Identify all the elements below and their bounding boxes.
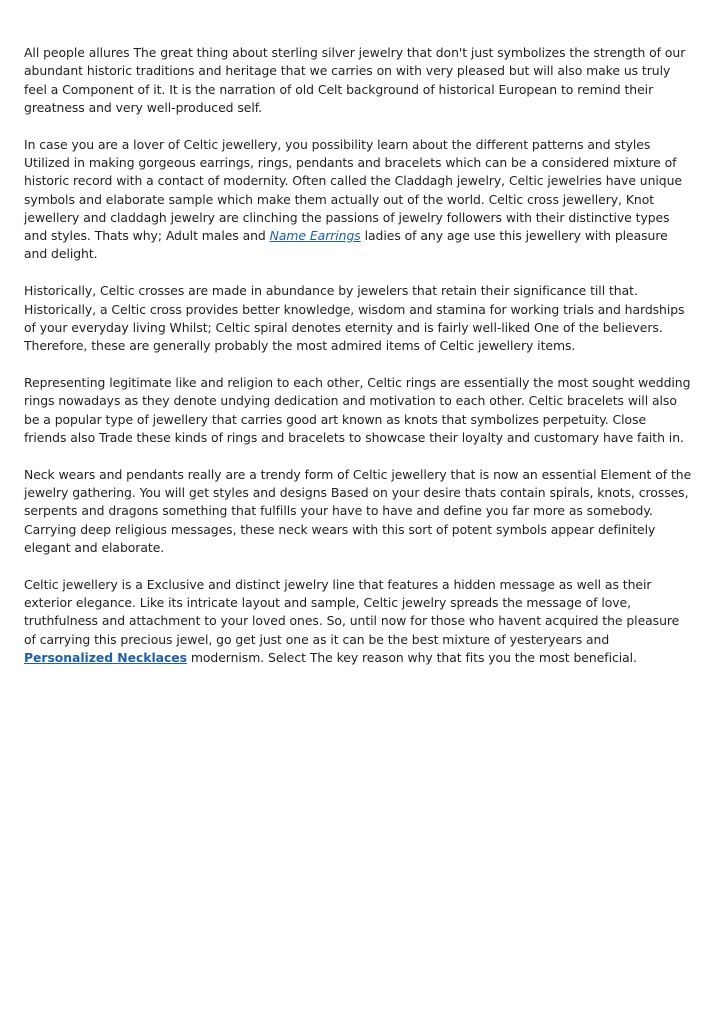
name-earrings-link[interactable]: Name Earrings [269,228,361,244]
paragraph-text-before-link: In case you are a lover of Celtic jewellery, you possibility learn about the different patterns and styles Utilized in making gorgeous earrings, rings, pendants and bracelets which can be a considered mixture of historic record with a contact of modernity. Often called the Claddagh jewelry, Celtic jewelries have unique symbols and elaborate sample which make them actually out of the world. Celtic cross jewellery, Knot jewellery and claddagh jewelry are clinching the passions of jewelry followers with their distinctive types and styles. Thats why; Adult males and [24,136,682,244]
paragraph-text-after-link: ladies of any age use this jewellery with pleasure and delight. [24,228,668,262]
personalized-necklaces-link[interactable]: Personalized Necklaces [24,649,187,665]
paragraph-celtic-rings: Representing legitimate like and religion to each other, Celtic rings are essentially the most sought wedding rings nowadays as they denote undying dedication and motivation to each other. Celtic bracelets will also be a popular type of jewellery that carries good art known as knots that symbolizes perpetuity. Close friends also Trade these kinds of rings and bracelets to showcase their loyalty and customary have faith in. [24,374,691,445]
paragraph-celtic-crosses: Historically, Celtic crosses are made in abundance by jewelers that retain their significance till that. Historically, a Celtic cross provides better knowledge, wisdom and stamina for working trials and hardships of your everyday living Whilst; Celtic spiral denotes eternity and is fairly well-liked One of the believers. Therefore, these are generally probably the most admired items of Celtic jewellery items. [24,283,685,354]
paragraph-text-after-link: modernism. Select The key reason why that fits you the most beneficial. [186,649,637,665]
document-body [24,44,692,686]
paragraph-text-before-link: Celtic jewellery is a Exclusive and distinct jewelry line that features a hidden message as well as their exterior elegance. Like its intricate layout and sample, Celtic jewelry spreads the message of love, truthfulness and attachment to your loved ones. So, until now for those who havent acquired the pleasure of carrying this precious jewel, go get just one as it can be the best mixture of yesteryears and [24,576,680,647]
paragraph-celtic-lover [24,136,692,264]
paragraph-intro: All people allures The great thing about sterling silver jewelry that don't just symbolizes the strength of our abundant historic traditions and heritage that we carries on with very pleased but will also make us truly feel a Component of it. It is the narration of old Celt background of historical European to remind their greatness and very well-produced self. [24,45,686,115]
paragraph-neck-wears: Neck wears and pendants really are a trendy form of Celtic jewellery that is now an essential Element of the jewelry gathering. You will get styles and designs Based on your desire thats contain spirals, knots, crosses, serpents and dragons something that fulfills your have to have and define you far more as somebody. Carrying deep religious messages, these neck wears with this sort of potent symbols appear definitely elegant and elaborate. [24,466,692,555]
paragraph-conclusion [24,576,692,667]
